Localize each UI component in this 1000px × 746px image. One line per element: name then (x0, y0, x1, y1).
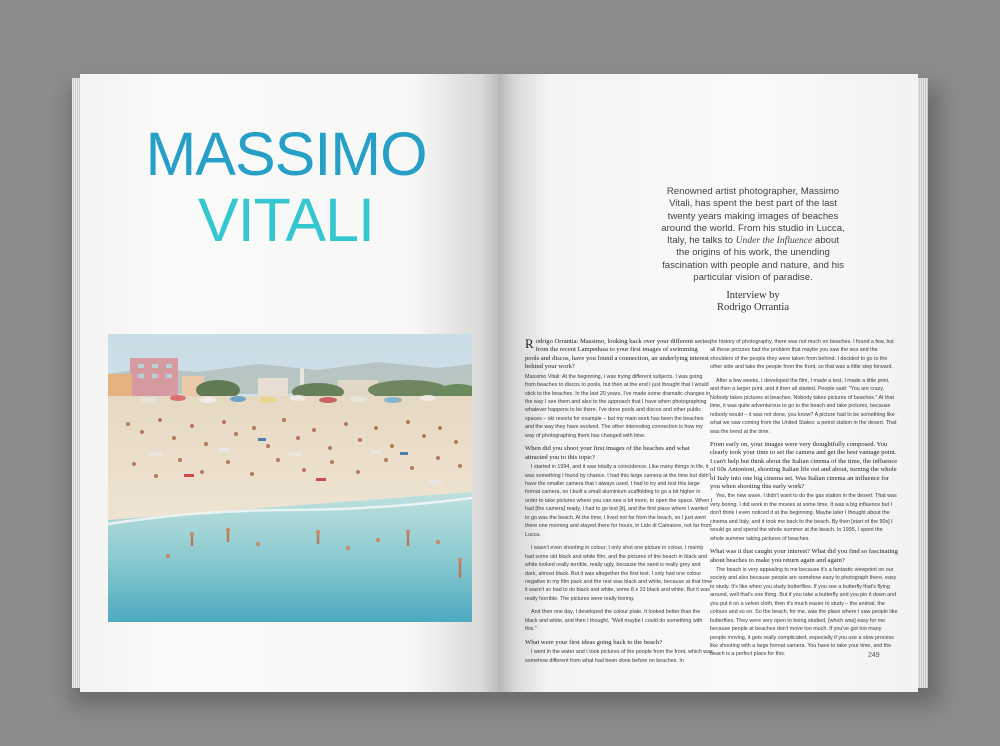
right-page-edges (918, 78, 928, 688)
answer: And then one day, I developed the colour plate. It looked better than the black and white, and then I thought, "Well maybe I could do something with this." (525, 609, 703, 633)
byline-author: Rodrigo Orrantia (716, 302, 790, 313)
answer: the history of photography, there was not much on beaches. I found a few, but all these pictures had the problem that maybe you saw the sea and the shoulders of the people they were taken from behind. I decided to go to the other side and take the people from the front, so that was a little step forward. (710, 339, 894, 371)
byline (650, 290, 856, 314)
page-number: 249 (868, 652, 880, 659)
answer: Yes, the new wave. I didn't want to do the gas station in the desert. That was very boring. I did work in the movies at some time. It was a big influence but I don't think I even noticed it at the beginning. Maybe later I thought about the cinema and Italy, and it took me back to the beach. By then [start of the 90s] I would go and spend the whole summer at the beach. In 1995, I spent the whole summer taking pictures of beaches. (710, 493, 897, 542)
byline-label: Interview by (726, 290, 780, 301)
answer: Massimo Vitali: At the beginning, I was trying different subjects. I was going from beaches to discos to pools, but then at the end I just thought that I would stick to the beaches. In the last 20 years, I've made some dramatic changes in the way I see them and also to the approach that I have when photographing whatever happens to be there. I've done pools and discos and other public spaces – ski resorts for example – but my main work has been the beaches and the way they have evolved. The other interesting connection is how my way of photographing them has changed with time. (525, 373, 711, 439)
title-line-2: VITALI (198, 186, 374, 255)
title-line-1: MASSIMO (145, 120, 427, 189)
drop-cap: R (525, 336, 534, 351)
question: Rodrigo Orrantia: Massimo, looking back over your different series, from the recent Lampedusa to your first images of swimming pools and discos, have you found a connection, an underlying interest behind your work? (525, 336, 712, 371)
left-page-edges (72, 78, 80, 688)
article-title (96, 121, 476, 253)
question: What were your first ideas going back to the beach? (525, 638, 663, 646)
answer: I started in 1994, and it was totally a coincidence. Like many things in life, it was something I found by chance. I had this large camera at the time but didn't have the smaller camera that I always used. I had to try and test this large format camera, so I built a small aluminium scaffolding to go a bit higher in order to take pictures where you can see a bit more, to open the space. When I had [the camera] ready, I had to go test [it], and the first place where I wanted to go was the beach. At the time, I lived not far from the beach, so I just went there one morning and stayed there for hours, in Lido di Camaiore, not far from Lucca. (525, 464, 713, 538)
question: When did you shoot your first images of the beaches and what attracted you to this topic? (525, 445, 690, 461)
intro-text-before: Renowned artist photographer, Massimo Vitali, has spent the best part of the last twenty years making images of beaches around the world. From his studio in Lucca, Italy, he talks to (661, 186, 845, 247)
question: What was it that caught your interest? What did you find so fascinating about beaches to make you return again and again? (710, 548, 898, 564)
answer: I went in the water and I took pictures of the people from the front, which was somehow different from what had been done before on beaches. In (525, 649, 713, 664)
answer: I wasn't even shooting in colour; I only shot one picture in colour. I mainly had some old black and white film, and the pictures of the beach in black and white looked really terrible, really ugly, because the sand is really grey and dark, almost black. But it was altogether the first test. I only had one colour negative in my film pack and the rest was black and white, because at that time it wasn't so bad to do black and white, some 8 x 10 black and white. But it was really horrible. The pictures were really boring. (525, 545, 713, 602)
intro-text-after: about the origins of his work, the unending fascination with people and nature, and his particular vision of paradise. (662, 235, 844, 284)
article-column-left (525, 338, 713, 670)
answer: The beach is very appealing to me because it's a fantastic viewpoint on our society and also because people are somehow easy to photograph there, easy to study. It's like when you study butterflies. If you see a butterfly that's flying around, well that's one thing. But if you take a butterfly and you pin it down and you put it on a velvet cloth, then it's much easier to study – the animal, the colours and so on. So the beach, for me, was the place where I saw people like butterflies. They were very open to being studied, [which was] easy for me because people at beaches don't move too much. If you've got too many people moving, it gets really complicated, especially if you use a slow process like shooting with a large format camera. You have to take your time, and the beach is a perfect place for this. (710, 566, 898, 658)
article-column-right (710, 338, 898, 664)
intro-publication: Under the Influence (735, 235, 813, 247)
question: From early on, your images were very thoughtfully composed. You clearly took your time to set the camera and get the best vantage point. I can't help but think about the Italian cinema of the time, the influence of 60s Antonioni, shooting Italian life out and about, turning the whole of Italy into one big cinema set. Was Italian cinema an influence for you when shooting this early work? (710, 440, 898, 491)
answer: After a few weeks, I developed the film, I made a test, I made a little print, and then a larger print, and it then all started. People said: "You are crazy. Nobody takes pictures at beaches. Nobody takes pictures of beaches." At that time, it was quite adventurous to go to the beach and take pictures, because nobody would – it was not done, you know? A picture had to be something like what we saw coming from the United States: a petrol station in the desert. That was the trend at the time. (710, 377, 897, 435)
intro-paragraph (660, 186, 846, 284)
beach-photograph (108, 334, 472, 622)
